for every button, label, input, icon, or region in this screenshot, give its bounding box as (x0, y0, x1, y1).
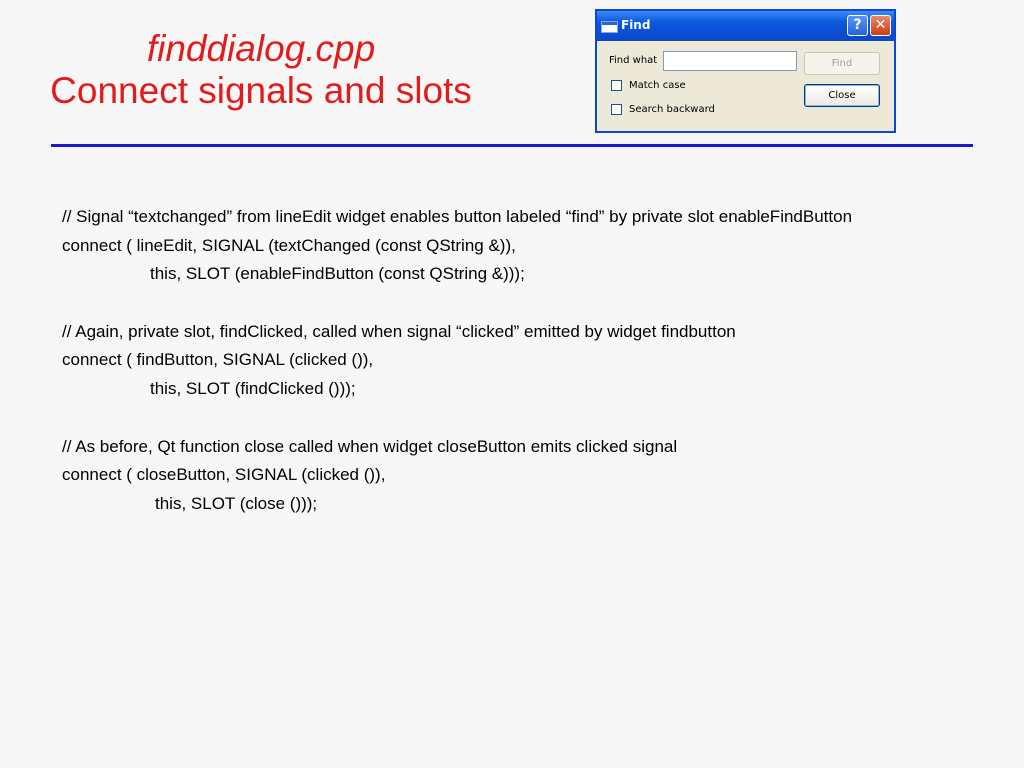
title-divider (51, 144, 973, 147)
code-line: connect ( lineEdit, SIGNAL (textChanged (const QString &)), (62, 235, 516, 255)
window-icon (601, 21, 618, 33)
code-line: this, SLOT (findClicked ())); (150, 379, 356, 399)
slide-title-subtitle: Connect signals and slots (50, 70, 472, 111)
help-icon: ? (847, 15, 868, 36)
dialog-title: Find (621, 18, 651, 32)
code-gap (62, 289, 1012, 318)
code-line: connect ( closeButton, SIGNAL (clicked ()), (62, 465, 386, 485)
code-comment: // Signal “textchanged” from lineEdit widget enables button labeled “find” by private slot enableFindButton (62, 207, 853, 226)
close-button: Close (804, 84, 880, 107)
find-what-label: Find what (609, 55, 658, 66)
match-case-label: Match case (629, 80, 686, 91)
code-line: this, SLOT (enableFindButton (const QString &))); (150, 264, 525, 284)
code-listing (62, 203, 1012, 519)
code-comment: // As before, Qt function close called when widget closeButton emits clicked signal (62, 436, 678, 456)
dialog-titlebar (597, 11, 894, 41)
slide-title-filename: finddialog.cpp (146, 28, 376, 69)
find-button: Find (804, 52, 880, 75)
search-backward-checkbox (611, 104, 622, 115)
slide-title (26, 28, 496, 112)
code-comment: // Again, private slot, findClicked, called when signal “clicked” emitted by widget findbutton (62, 321, 736, 341)
find-what-input (663, 51, 797, 71)
match-case-checkbox (611, 80, 622, 91)
find-dialog-screenshot (595, 9, 896, 133)
code-line: connect ( findButton, SIGNAL (clicked ()), (62, 350, 374, 370)
close-icon: ✕ (870, 15, 891, 36)
code-line: this, SLOT (close ())); (155, 493, 318, 513)
search-backward-label: Search backward (629, 104, 715, 115)
code-gap (62, 404, 1012, 433)
